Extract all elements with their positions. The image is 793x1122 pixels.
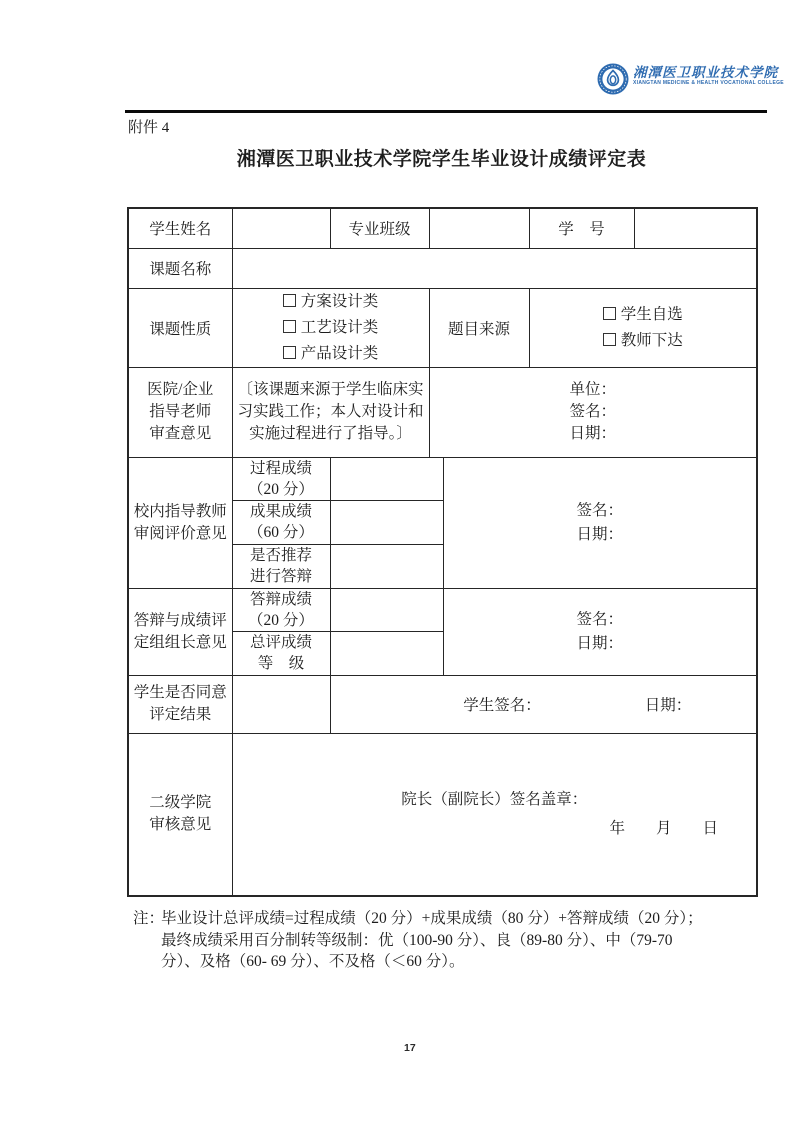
major-class-label: 专业班级 [330,208,429,248]
signature-field-label: 签名： [576,501,623,519]
note-line: 毕业设计总评成绩=过程成绩（20 分）+成果成绩（80 分）+答辩成绩（20 分）； [161,910,703,927]
topic-source-label: 题目来源 [429,288,529,367]
checkbox-icon [603,333,616,346]
date-field-label: 日期： [576,525,623,543]
defense-score-label: 答辩成绩 （20 分） [232,588,330,631]
date-field-label: 日期： [569,425,616,442]
topic-nature-label: 课题性质 [128,288,232,367]
signature-field-label: 签名： [576,610,623,628]
option-product-design: 产品设计类 [233,341,429,367]
college-emblem-icon [597,63,629,95]
topic-name-label: 课题名称 [128,248,232,288]
recommend-defense-value-cell [330,544,443,588]
checkbox-icon [283,346,296,359]
attachment-label: 附件 4 [128,120,170,136]
process-score-value-cell [330,457,443,500]
process-score-label: 过程成绩 （20 分） [232,457,330,500]
signature-field-label: 签名： [569,403,616,420]
page-number: 17 [404,1042,416,1054]
major-class-value-cell [429,208,529,248]
topic-nature-options-cell [232,288,429,367]
option-process-design: 工艺设计类 [233,315,429,341]
college-review-label: 二级学院 审核意见 [128,733,232,896]
school-advisor-sign-cell [443,457,757,588]
recommend-defense-label: 是否推荐 进行答辩 [232,544,330,588]
note-prefix: 注： [133,910,165,927]
header-rule [125,110,767,113]
college-review-cell [232,733,757,896]
defense-group-label: 答辩与成绩评 定组组长意见 [128,588,232,675]
student-agreement-label: 学生是否同意 评定结果 [128,675,232,733]
college-name-en: XIANGTAN MEDICINE & HEALTH VOCATIONAL COLLEGE [633,80,784,86]
college-logo [597,63,784,95]
option-student-selected: 学生自选 [530,302,757,328]
date-field-label: 日期： [644,697,692,714]
defense-score-value-cell [330,588,443,631]
hospital-review-label: 医院/企业 指导老师 审查意见 [128,367,232,457]
option-scheme-design: 方案设计类 [233,289,429,315]
topic-name-value-cell [232,248,757,288]
note-line: 分）、及格（60- 69 分）、不及格（＜60 分）。 [161,953,465,970]
note-line: 最终成绩采用百分制转等级制：优（100-90 分）、良（89-80 分）、中（79-70 [161,931,673,949]
checkbox-icon [283,294,296,307]
dean-signature-label: 院长（副院长）签名盖章： [401,790,588,808]
hospital-review-fields-cell [429,367,757,457]
college-name-cn: 湘潭医卫职业技术学院 [633,65,778,80]
checkbox-icon [283,320,296,333]
student-signature-cell [330,675,757,733]
date-field-label: 日期： [576,634,623,652]
year-month-day-line: 年 月 日 [609,819,718,837]
school-advisor-label: 校内指导教师 审阅评价意见 [128,457,232,588]
grading-note [133,908,757,973]
option-teacher-assigned: 教师下达 [530,328,757,354]
overall-grade-label: 总评成绩 等 级 [232,631,330,675]
student-signature-label: 学生签名： [463,697,541,714]
student-id-value-cell [634,208,757,248]
topic-source-options-cell [529,288,757,367]
page-title: 湘潭医卫职业技术学院学生毕业设计成绩评定表 [236,149,647,170]
student-name-value-cell [232,208,330,248]
hospital-review-note: 〔该课题来源于学生临床实习实践工作；本人对设计和实施过程进行了指导。〕 [232,367,429,457]
overall-grade-value-cell [330,631,443,675]
unit-field-label: 单位： [569,381,616,398]
student-id-label: 学 号 [529,208,634,248]
grade-evaluation-table [127,207,758,897]
checkbox-icon [603,307,616,320]
result-score-value-cell [330,500,443,544]
student-agreement-value-cell [232,675,330,733]
student-name-label: 学生姓名 [128,208,232,248]
result-score-label: 成果成绩 （60 分） [232,500,330,544]
defense-group-sign-cell [443,588,757,675]
